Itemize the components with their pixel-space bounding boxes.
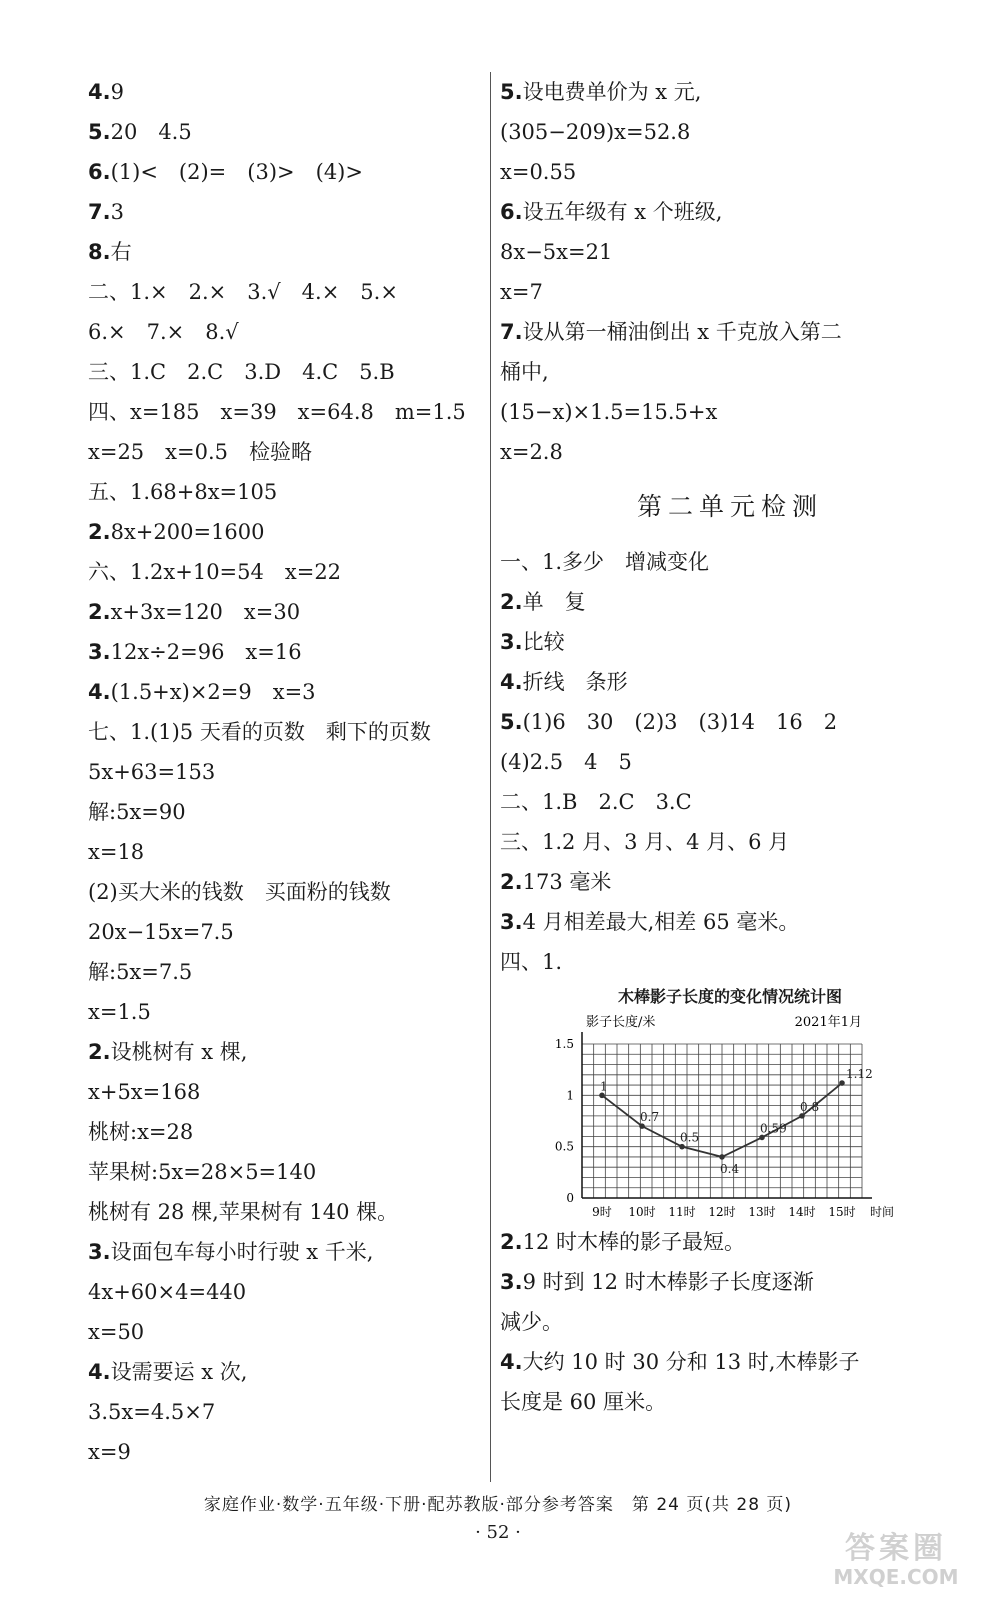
- data-point: [719, 1154, 725, 1160]
- data-point: [679, 1144, 685, 1150]
- item-number: 7.: [500, 320, 523, 344]
- item-number: 5.: [500, 80, 523, 104]
- page-footer: 家庭作业·数学·五年级·下册·配苏教版·部分参考答案 第 24 页(共 28 页): [203, 1495, 793, 1515]
- answer-text: 8x−5x=21: [500, 240, 613, 264]
- answer-text: 设从第一桶油倒出 x 千克放入第二: [522, 320, 842, 344]
- answer-line: [500, 352, 960, 392]
- column-divider: [490, 72, 491, 1482]
- answer-line: [500, 742, 960, 782]
- answer-text: 12x÷2=96 x=16: [110, 640, 302, 664]
- answer-line: [88, 312, 488, 352]
- x-tick-label: 9时: [592, 1205, 612, 1219]
- data-label: 1.12: [846, 1067, 873, 1082]
- item-number: 2.: [88, 1040, 111, 1064]
- watermark-bottom-text: MXQE.COM: [833, 1565, 959, 1589]
- y-tick-label: 1.5: [554, 1037, 574, 1051]
- answer-text: 9: [110, 80, 124, 104]
- answer-text: 12 时木棒的影子最短。: [522, 1230, 745, 1254]
- answer-line: [88, 352, 488, 392]
- x-tick-label: 13时: [748, 1205, 776, 1219]
- answer-text: 4x+60×4=440: [88, 1280, 247, 1304]
- item-number: 3.: [88, 1240, 111, 1264]
- page-number: · 52 ·: [475, 1522, 521, 1543]
- answer-text: x=7: [500, 280, 543, 304]
- item-number: 5.: [88, 120, 111, 144]
- answer-line: [88, 1232, 488, 1272]
- x-tick-label: 10时: [628, 1205, 656, 1219]
- answer-line: [500, 1262, 960, 1302]
- answer-text: 四、x=185 x=39 x=64.8 m=1.5: [88, 400, 466, 424]
- answer-line: [500, 822, 960, 862]
- answer-text: 设面包车每小时行驶 x 千米,: [110, 1240, 374, 1264]
- answer-text: 桃树有 28 棵,苹果树有 140 棵。: [88, 1200, 399, 1224]
- answer-text: 解:5x=7.5: [88, 960, 193, 984]
- answer-line: [500, 272, 960, 312]
- answer-line: [88, 1432, 488, 1472]
- answer-text: 5x+63=153: [88, 760, 216, 784]
- answer-line: [500, 622, 960, 662]
- answer-text: 七、1.(1)5 天看的页数 剩下的页数: [88, 720, 431, 744]
- item-number: 7.: [88, 200, 111, 224]
- section-heading: 第二单元检测: [636, 492, 823, 521]
- answer-line: [500, 942, 960, 982]
- watermark-logo: [806, 1532, 986, 1592]
- answer-line: [500, 582, 960, 622]
- answer-line: [88, 912, 488, 952]
- answer-text: 右: [110, 240, 132, 264]
- item-number: 6.: [500, 200, 523, 224]
- right-bottom-answers: [500, 1222, 960, 1422]
- answer-line: [88, 872, 488, 912]
- answer-text: 设电费单价为 x 元,: [522, 80, 702, 104]
- answer-text: 20 4.5: [110, 120, 192, 144]
- item-number: 6.: [88, 160, 111, 184]
- item-number: 4.: [88, 680, 111, 704]
- answer-line: [500, 1302, 960, 1342]
- answer-line: [88, 592, 488, 632]
- x-tick-label: 11时: [668, 1205, 696, 1219]
- answer-line: [88, 272, 488, 312]
- answer-line: [88, 632, 488, 672]
- answer-text: 20x−15x=7.5: [88, 920, 234, 944]
- y-tick-label: 0: [566, 1191, 574, 1205]
- item-number: 2.: [500, 870, 523, 894]
- answer-text: x=2.8: [500, 440, 563, 464]
- answer-line: [500, 1382, 960, 1422]
- data-label: 1: [600, 1079, 608, 1094]
- y-tick-label: 1: [566, 1088, 574, 1103]
- answer-line: [500, 312, 960, 352]
- answer-line: [500, 702, 960, 742]
- y-tick-label: 0.5: [554, 1139, 574, 1154]
- chart-title: 木棒影子长度的变化情况统计图: [617, 987, 842, 1006]
- item-number: 3.: [500, 910, 523, 934]
- answer-line: [88, 672, 488, 712]
- item-number: 2.: [88, 600, 111, 624]
- answer-text: 9 时到 12 时木棒影子长度逐渐: [522, 1270, 814, 1294]
- answer-text: 比较: [522, 630, 565, 654]
- answer-text: 三、1.C 2.C 3.D 4.C 5.B: [88, 360, 395, 384]
- item-number: 4.: [88, 1360, 111, 1384]
- right-top-answers: [500, 72, 960, 472]
- answer-text: 8x+200=1600: [110, 520, 265, 544]
- data-label: 0.5: [680, 1130, 700, 1145]
- answer-text: 三、1.2 月、3 月、4 月、6 月: [500, 830, 790, 854]
- answer-line: [88, 1352, 488, 1392]
- answer-line: [500, 112, 960, 152]
- answer-text: 设需要运 x 次,: [110, 1360, 248, 1384]
- right-column: [500, 72, 960, 1422]
- answer-line: [88, 512, 488, 552]
- answer-text: x=9: [88, 1440, 131, 1464]
- answer-text: 设桃树有 x 棵,: [110, 1040, 248, 1064]
- answer-text: 四、1.: [500, 950, 563, 974]
- answer-line: [500, 902, 960, 942]
- data-point: [759, 1135, 765, 1141]
- answer-line: [88, 992, 488, 1032]
- answer-text: 4 月相差最大,相差 65 毫米。: [522, 910, 800, 934]
- answer-line: [88, 1272, 488, 1312]
- answer-text: (1)< (2)= (3)> (4)>: [110, 160, 363, 184]
- answer-text: 桶中,: [500, 360, 549, 384]
- answer-text: 长度是 60 厘米。: [500, 1390, 667, 1414]
- data-point: [599, 1093, 605, 1099]
- answer-text: (305−209)x=52.8: [500, 120, 691, 144]
- answer-text: x+5x=168: [88, 1080, 201, 1104]
- answer-line: [88, 432, 488, 472]
- data-point: [799, 1113, 805, 1119]
- answer-line: [500, 152, 960, 192]
- answer-line: [500, 432, 960, 472]
- answer-line: [500, 72, 960, 112]
- chart-date-note: 2021年1月: [794, 1015, 862, 1030]
- y-axis-label: 影子长度/米: [586, 1015, 656, 1030]
- item-number: 5.: [500, 710, 523, 734]
- answer-line: [500, 1222, 960, 1262]
- data-label: 0.59: [760, 1121, 787, 1136]
- answer-line: [88, 792, 488, 832]
- answer-text: 减少。: [500, 1310, 563, 1334]
- answer-text: (4)2.5 4 5: [500, 750, 632, 774]
- answer-text: 二、1.B 2.C 3.C: [500, 790, 692, 814]
- answer-text: x=50: [88, 1320, 145, 1344]
- item-number: 4.: [500, 1350, 523, 1374]
- answer-line: [88, 472, 488, 512]
- answer-line: [88, 1032, 488, 1072]
- answer-text: 单 复: [522, 590, 586, 614]
- answer-text: 苹果树:5x=28×5=140: [88, 1160, 317, 1184]
- answer-text: 173 毫米: [522, 870, 612, 894]
- answer-line: [500, 862, 960, 902]
- answer-text: 桃树:x=28: [88, 1120, 194, 1144]
- answer-line: [500, 232, 960, 272]
- answer-text: x=1.5: [88, 1000, 151, 1024]
- answer-line: [500, 782, 960, 822]
- answer-line: [88, 552, 488, 592]
- answer-text: (1.5+x)×2=9 x=3: [110, 680, 316, 704]
- answer-text: 设五年级有 x 个班级,: [522, 200, 723, 224]
- left-column: [88, 72, 488, 1472]
- answer-text: 二、1.× 2.× 3.√ 4.× 5.×: [88, 280, 398, 304]
- answer-line: [88, 152, 488, 192]
- data-point: [839, 1080, 845, 1086]
- data-point: [639, 1123, 645, 1129]
- answer-line: [88, 1112, 488, 1152]
- x-tick-label: 12时: [708, 1205, 736, 1219]
- item-number: 4.: [500, 670, 523, 694]
- answer-line: [88, 1312, 488, 1352]
- answer-line: [88, 712, 488, 752]
- x-tick-label: 14时: [788, 1205, 816, 1219]
- answer-text: 一、1.多少 增减变化: [500, 550, 710, 574]
- answer-text: 3: [110, 200, 124, 224]
- answer-text: 解:5x=90: [88, 800, 186, 824]
- x-axis-label: 时间: [870, 1205, 895, 1219]
- answer-text: x=25 x=0.5 检验略: [88, 440, 312, 464]
- item-number: 8.: [88, 240, 111, 264]
- data-label: 0.4: [720, 1161, 740, 1176]
- item-number: 3.: [88, 640, 111, 664]
- answer-text: 6.× 7.× 8.√: [88, 320, 239, 344]
- right-mid-answers: [500, 542, 960, 982]
- answer-text: x+3x=120 x=30: [110, 600, 301, 624]
- answer-line: [88, 112, 488, 152]
- item-number: 3.: [500, 630, 523, 654]
- line-chart: [530, 1012, 895, 1222]
- item-number: 3.: [500, 1270, 523, 1294]
- answer-line: [88, 232, 488, 272]
- answer-line: [500, 542, 960, 582]
- answer-line: [88, 392, 488, 432]
- answer-line: [88, 192, 488, 232]
- answer-line: [88, 832, 488, 872]
- answer-text: x=0.55: [500, 160, 577, 184]
- answer-line: [88, 1392, 488, 1432]
- data-label: 0.7: [640, 1110, 660, 1125]
- answer-text: 六、1.2x+10=54 x=22: [88, 560, 342, 584]
- answer-line: [500, 1342, 960, 1382]
- answer-line: [88, 1152, 488, 1192]
- answer-line: [88, 1192, 488, 1232]
- answer-text: (1)6 30 (2)3 (3)14 16 2: [522, 710, 838, 734]
- item-number: 2.: [88, 520, 111, 544]
- watermark-top-text: 答案圈: [845, 1531, 947, 1566]
- answer-text: (2)买大米的钱数 买面粉的钱数: [88, 880, 391, 904]
- answer-line: [88, 1072, 488, 1112]
- answer-text: x=18: [88, 840, 145, 864]
- data-label: 0.8: [800, 1099, 820, 1114]
- x-tick-label: 15时: [828, 1205, 856, 1219]
- answer-text: 大约 10 时 30 分和 13 时,木棒影子: [522, 1350, 860, 1374]
- item-number: 4.: [88, 80, 111, 104]
- item-number: 2.: [500, 1230, 523, 1254]
- item-number: 2.: [500, 590, 523, 614]
- answer-line: [88, 72, 488, 112]
- answer-line: [500, 192, 960, 232]
- answer-line: [500, 662, 960, 702]
- answer-line: [500, 392, 960, 432]
- answer-text: 3.5x=4.5×7: [88, 1400, 216, 1424]
- answer-text: (15−x)×1.5=15.5+x: [500, 400, 718, 424]
- answer-line: [88, 952, 488, 992]
- answer-line: [88, 752, 488, 792]
- answer-text: 五、1.68+8x=105: [88, 480, 278, 504]
- answer-text: 折线 条形: [522, 670, 628, 694]
